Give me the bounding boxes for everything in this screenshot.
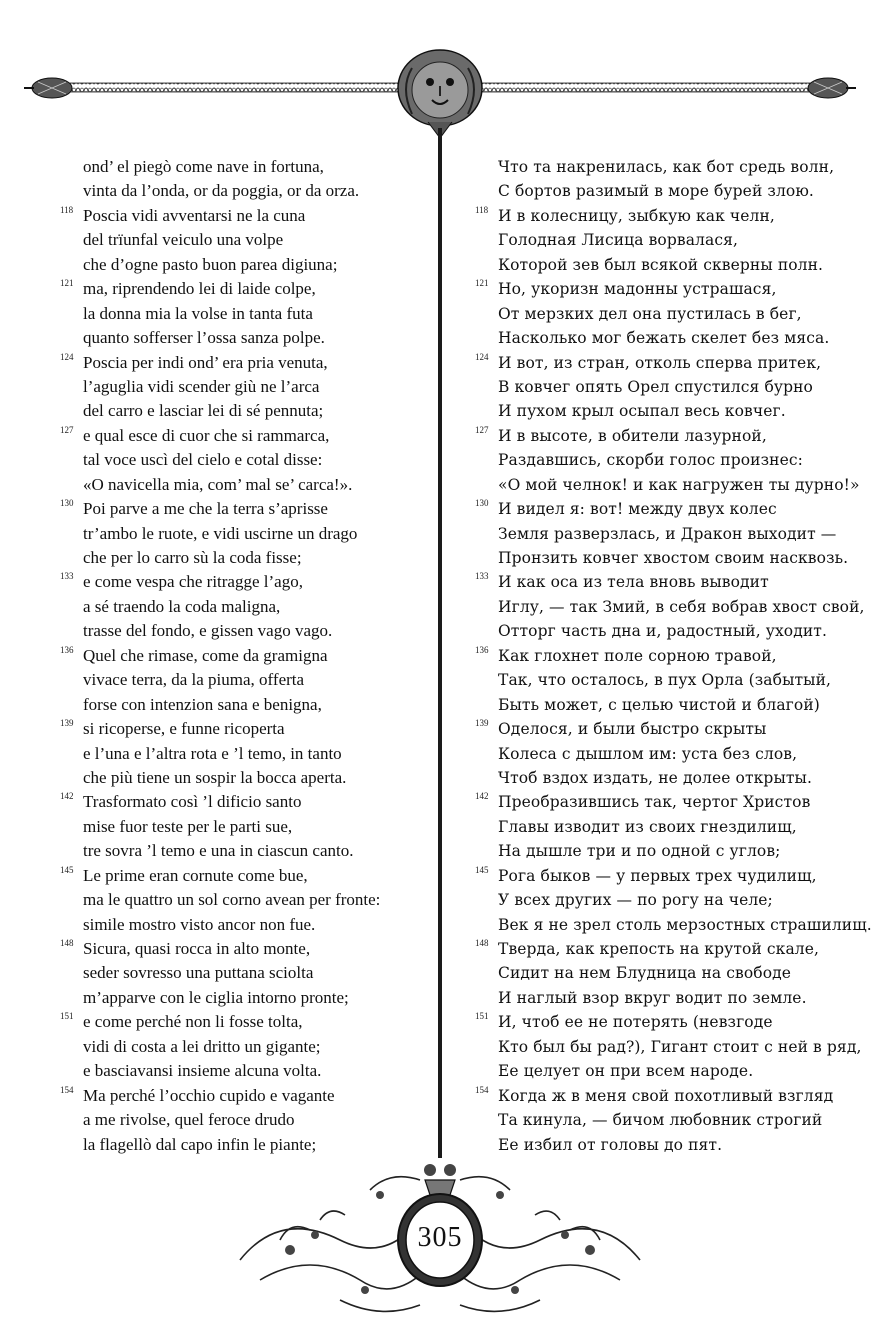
italian-verse-line [30, 179, 425, 203]
italian-verse-line [30, 570, 425, 594]
italian-verse-line [30, 693, 425, 717]
verse-text: del trïunfal veiculo una volpe [83, 230, 284, 250]
italian-verse-line [30, 155, 425, 179]
verse-number: 124 [475, 351, 489, 362]
verse-text: del carro e lasciar lei di sé pennuta; [83, 401, 324, 421]
russian-verse-line [452, 961, 867, 985]
italian-verse-line [30, 1010, 425, 1034]
russian-verse-line [452, 766, 867, 790]
verse-text: vinta da l’onda, or da poggia, or da orza. [83, 181, 360, 201]
russian-verse-line [452, 204, 867, 228]
verse-text: a me rivolse, quel feroce drudo [83, 1110, 295, 1130]
russian-verse-line [452, 790, 867, 814]
verse-text: И в высоте, в обители лазурной, [498, 426, 767, 445]
russian-verse-line [452, 424, 867, 448]
verse-text: forse con intenzion sana e benigna, [83, 694, 322, 714]
russian-verse-line [452, 570, 867, 594]
verse-text: И видел я: вот! между двух колес [498, 500, 777, 519]
verse-text: И вот, из стран, отколь сперва притек, [498, 353, 822, 372]
verse-number: 142 [60, 791, 74, 802]
verse-text: И как оса из тела вновь выводит [498, 573, 769, 592]
russian-verse-line [452, 815, 867, 839]
verse-text: Которой зев был всякой скверны полн. [498, 255, 824, 274]
italian-verse-line [30, 595, 425, 619]
finial-right [808, 78, 856, 98]
russian-verse-line [452, 595, 867, 619]
verse-text: a sé traendo la coda maligna, [83, 596, 281, 616]
verse-text: trasse del fondo, e gissen vago vago. [83, 621, 333, 641]
vase-icon [425, 1180, 455, 1195]
italian-verse-line [30, 644, 425, 668]
italian-verse-line [30, 913, 425, 937]
italian-verse-line [30, 1108, 425, 1132]
russian-verse-line [452, 1010, 867, 1034]
italian-verse-line [30, 888, 425, 912]
chain-bar-right [480, 83, 825, 92]
verse-number: 127 [475, 424, 489, 435]
verse-text: e qual esce di cuor che si rammarca, [83, 425, 330, 445]
russian-verse-line [452, 302, 867, 326]
italian-verse-line [30, 986, 425, 1010]
russian-verse-line [452, 179, 867, 203]
verse-text: Poi parve a me che la terra s’aprisse [83, 499, 328, 519]
verse-number: 124 [60, 351, 74, 362]
russian-verse-line [452, 155, 867, 179]
italian-verse-line [30, 351, 425, 375]
russian-verse-line [452, 228, 867, 252]
verse-number: 136 [60, 644, 74, 655]
italian-verse-line [30, 937, 425, 961]
verse-text: Преобразившись так, чертог Христов [498, 793, 811, 812]
verse-text: Насколько мог бежать скелет без мяса. [498, 329, 830, 348]
verse-text: С бортов разимый в море бурей злою. [498, 182, 814, 201]
verse-text: Ее целует он при всем народе. [498, 1062, 754, 1081]
italian-verse-line [30, 546, 425, 570]
italian-verse-line [30, 742, 425, 766]
verse-text: У всех других — по рогу на челе; [498, 891, 773, 910]
verse-text: Та кинула, — бичом любовник строгий [498, 1111, 823, 1130]
verse-number: 118 [60, 204, 74, 215]
verse-text: Главы изводит из своих гнездилищ, [498, 817, 797, 836]
verse-text: Le prime eran cornute come bue, [83, 865, 308, 885]
verse-number: 136 [475, 644, 489, 655]
verse-text: Тверда, как крепость на крутой скале, [498, 940, 820, 958]
page-number: 305 [417, 1222, 463, 1253]
verse-text: «O navicella mia, com’ mal se’ carca!». [83, 474, 353, 494]
verse-text: Quel che rimase, come da gramigna [83, 645, 328, 665]
italian-verse-line [30, 1035, 425, 1059]
russian-verse-line [452, 546, 867, 570]
russian-verse-line [452, 1059, 867, 1083]
verse-text: Оделося, и были быстро скрыты [498, 720, 767, 739]
russian-verse-line [452, 522, 867, 546]
verse-text: Век я не зрел столь мерзостных страшилищ. [498, 915, 872, 934]
verse-number: 145 [60, 864, 74, 875]
verse-number: 154 [60, 1084, 74, 1095]
russian-verse-line [452, 913, 872, 937]
russian-verse-line [452, 619, 867, 643]
verse-text: tr’ambo le ruote, e vidi uscirne un drago [83, 523, 358, 543]
verse-text: Ma perché l’occhio cupido e vagante [83, 1085, 335, 1105]
russian-verse-line [452, 693, 867, 717]
russian-verse-line [452, 277, 867, 301]
italian-verse-line [30, 864, 425, 888]
verse-number: 151 [60, 1011, 74, 1022]
russian-verse-line [452, 1108, 867, 1132]
verse-text: «О мой челнок! и как нагружен ты дурно!» [498, 475, 860, 494]
italian-verse-line [30, 717, 425, 741]
russian-verse-line [452, 888, 867, 912]
verse-number: 133 [475, 571, 489, 582]
verse-text: Что та накренилась, как бот средь волн, [498, 158, 835, 176]
verse-text: Иглу, — так Змий, в себя вобрав хвост свой, [498, 597, 865, 616]
verse-text: Отторг часть дна и, радостный, уходит. [498, 622, 828, 641]
italian-verse-line [30, 619, 425, 643]
italian-verse-line [30, 277, 425, 301]
verse-text: Чтоб вздох издать, не долее открыты. [498, 768, 813, 787]
verse-text: l’aguglia vidi scender giù ne l’arca [83, 376, 320, 396]
italian-verse-line [30, 228, 425, 252]
italian-verse-line [30, 375, 425, 399]
verse-text: e come vespa che ritragge l’ago, [83, 572, 303, 592]
italian-verse-line [30, 1084, 425, 1108]
verse-number: 130 [475, 498, 489, 509]
column-divider [438, 128, 442, 1158]
russian-verse-line [452, 986, 867, 1010]
chain-bar-left [58, 83, 403, 92]
verse-text: И наглый взор вкруг водит по земле. [498, 988, 807, 1007]
italian-verse-line [30, 253, 425, 277]
verse-text: vidi di costa a lei dritto un gigante; [83, 1036, 321, 1056]
verse-number: 139 [475, 718, 489, 729]
verse-text: vivace terra, da la piuma, offerta [83, 670, 305, 690]
russian-verse-line [452, 644, 867, 668]
verse-number: 139 [60, 718, 74, 729]
russian-column [452, 155, 872, 1157]
verse-text: От мерзких дел она пустилась в бег, [498, 304, 802, 323]
italian-verse-line [30, 961, 425, 985]
italian-verse-line [30, 302, 425, 326]
verse-number: 121 [60, 278, 74, 289]
verse-text: tre sovra ’l temo e una in ciascun canto. [83, 841, 354, 861]
russian-verse-line [452, 717, 867, 741]
russian-verse-line [452, 375, 867, 399]
russian-verse-line [452, 399, 867, 423]
verse-text: ond’ el piegò come nave in fortuna, [83, 157, 324, 176]
russian-verse-line [452, 1035, 867, 1059]
verse-text: Земля разверзлась, и Дракон выходит — [498, 524, 837, 543]
verse-text: m’apparve con le ciglia intorno pronte; [83, 987, 349, 1007]
verse-text: Сидит на нем Блудница на свободе [498, 964, 792, 983]
russian-verse-line [452, 864, 867, 888]
verse-text: che più tiene un sospir la bocca aperta. [83, 767, 347, 787]
russian-verse-line [452, 326, 867, 350]
verse-text: Голодная Лисица ворвалася, [498, 231, 739, 250]
italian-verse-line [30, 839, 425, 863]
verse-text: e basciavansi insieme alcuna volta. [83, 1061, 322, 1081]
verse-text: ma le quattro un sol corno avean per fronte: [83, 890, 381, 910]
russian-verse-line [452, 668, 867, 692]
lion-head-icon [398, 50, 482, 138]
verse-text: si ricoperse, e funne ricoperta [83, 719, 285, 739]
finial-left [24, 78, 72, 98]
verse-text: Когда ж в меня свой похотливый взгляд [498, 1086, 834, 1105]
verse-text: seder sovresso una puttana sciolta [83, 963, 314, 983]
verse-text: И, чтоб ее не потерять (невзгоде [498, 1013, 773, 1032]
italian-verse-line [30, 424, 425, 448]
verse-text: Как глохнет поле сорною травой, [498, 646, 777, 665]
verse-text: che d’ogne pasto buon parea digiuna; [83, 254, 338, 274]
verse-text: Sicura, quasi rocca in alto monte, [83, 939, 311, 958]
italian-verse-line [30, 448, 425, 472]
verse-text: che per lo carro sù la coda fisse; [83, 548, 302, 567]
verse-number: 130 [60, 498, 74, 509]
verse-text: Колеса с дышлом им: уста без слов, [498, 744, 798, 763]
italian-verse-line [30, 399, 425, 423]
verse-text: e come perché non li fosse tolta, [83, 1012, 303, 1032]
verse-number: 148 [60, 938, 74, 948]
verse-text: Poscia per indi ond’ era pria venuta, [83, 352, 328, 372]
italian-verse-line [30, 204, 425, 228]
russian-verse-line [452, 473, 867, 497]
verse-text: На дышле три и по одной с углов; [498, 842, 781, 861]
verse-number: 121 [475, 278, 489, 289]
russian-verse-line [452, 448, 867, 472]
russian-verse-line [452, 1084, 867, 1108]
italian-verse-line [30, 497, 425, 521]
verse-text: quanto sofferser l’ossa sanza polpe. [83, 328, 325, 348]
verse-text: ma, riprendendo lei di laide colpe, [83, 279, 316, 299]
russian-verse-line [452, 253, 867, 277]
italian-verse-line [30, 766, 425, 790]
verse-text: Но, укоризн мадонны устрашася, [498, 280, 777, 299]
verse-number: 133 [60, 571, 74, 582]
verse-number: 145 [475, 864, 489, 875]
italian-verse-line [30, 668, 425, 692]
verse-text: Пронзить ковчег хвостом своим насквозь. [498, 549, 849, 567]
verse-text: Кто был бы рад?), Гигант стоит с ней в ряд, [498, 1037, 862, 1056]
verse-text: Раздавшись, скорби голос произнес: [498, 451, 803, 470]
verse-number: 142 [475, 791, 489, 802]
verse-text: Быть может, с целью чистой и благой) [498, 695, 820, 714]
verse-number: 151 [475, 1011, 489, 1022]
verse-text: В ковчег опять Орел спустился бурно [498, 377, 813, 396]
italian-verse-line [30, 815, 425, 839]
russian-verse-line [452, 839, 867, 863]
italian-verse-line [30, 326, 425, 350]
verse-text: e l’una e l’altra rota e ’l temo, in tanto [83, 743, 342, 763]
russian-verse-line [452, 497, 867, 521]
russian-verse-line [452, 351, 867, 375]
verse-text: И пухом крыл осыпал весь ковчег. [498, 402, 786, 421]
verse-text: Рога быков — у первых трех чудилищ, [498, 866, 817, 885]
italian-verse-line [30, 1059, 425, 1083]
russian-verse-line [452, 937, 867, 961]
verse-text: Trasformato così ’l dificio santo [83, 792, 302, 812]
verse-text: la flagellò dal capo infin le piante; [83, 1134, 317, 1154]
italian-column [30, 155, 425, 1157]
italian-verse-line [30, 522, 425, 546]
verse-number: 154 [475, 1084, 489, 1095]
verse-text: Poscia vidi avventarsi ne la cuna [83, 205, 306, 225]
russian-verse-line [452, 742, 867, 766]
italian-verse-line [30, 790, 425, 814]
verse-text: simile mostro visto ancor non fue. [83, 914, 316, 934]
verse-text: Ее избил от головы до пят. [498, 1135, 723, 1154]
verse-text: mise fuor teste per le parti sue, [83, 816, 293, 836]
verse-text: tal voce uscì del cielo e cotal disse: [83, 450, 323, 470]
verse-number: 127 [60, 424, 74, 435]
verse-number: 148 [475, 938, 489, 948]
italian-verse-line [30, 473, 425, 497]
verse-number: 118 [475, 204, 489, 215]
verse-text: Так, что осталось, в пух Орла (забытый, [498, 671, 832, 690]
verse-text: И в колесницу, зыбкую как челн, [498, 206, 775, 225]
verse-text: la donna mia la volse in tanta futa [83, 303, 313, 323]
